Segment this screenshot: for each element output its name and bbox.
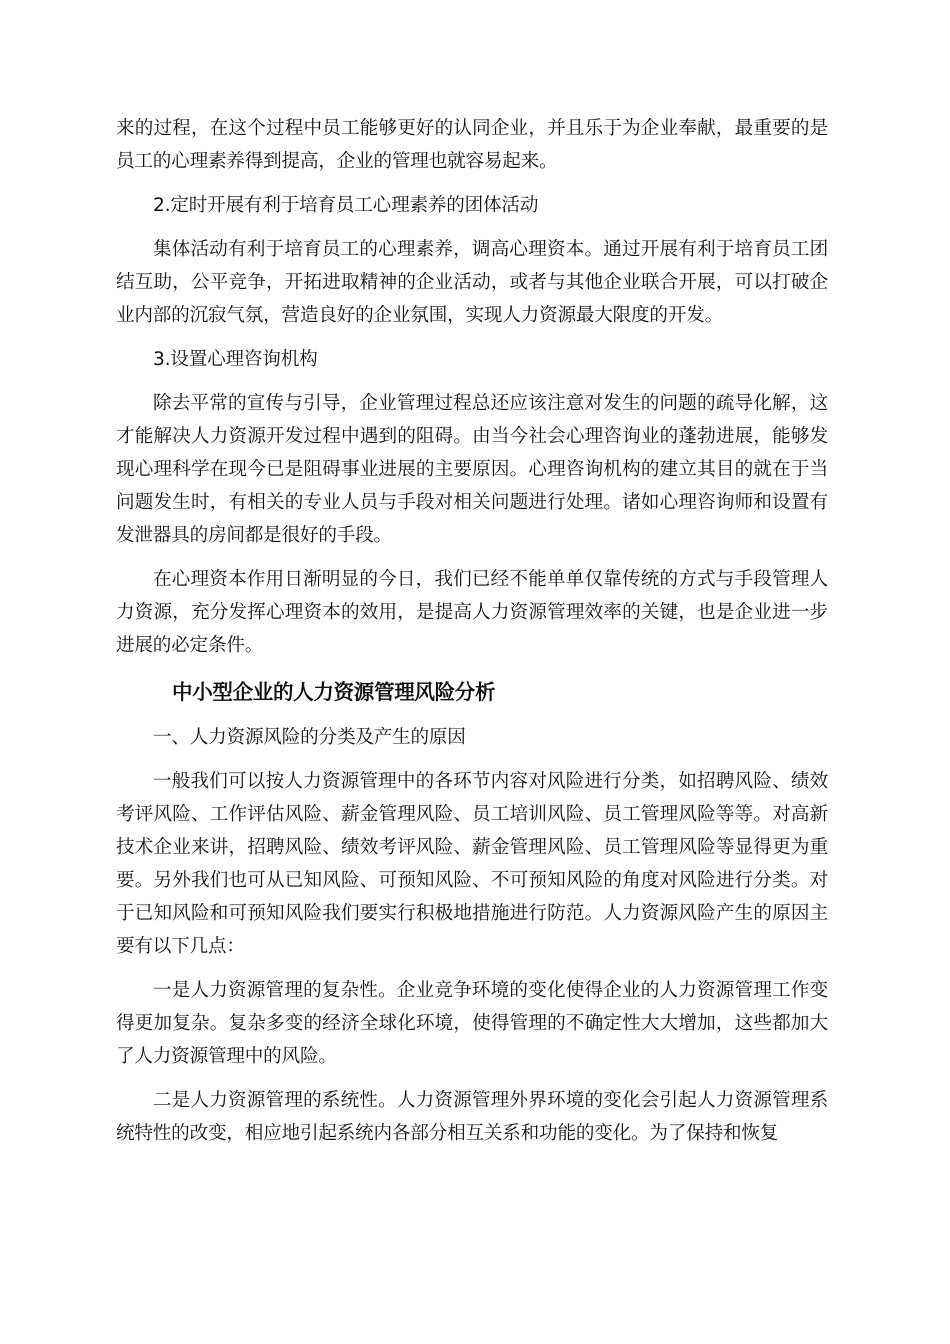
paragraph-conclusion: 在心理资本作用日渐明显的今日，我们已经不能单单仅靠传统的方式与手段管理人力资源，充分发挥心理资本的效用，是提高人力资源管理效率的关键，也是企业进一步进展的必定条件。 [116,569,828,656]
subheading-group-activities: 2.定时开展有利于培育员工心理素养的团体活动 [153,195,539,216]
subheading-counseling: 3.设置心理咨询机构 [153,349,318,370]
paragraph-counseling: 除去平常的宣传与引导，企业管理过程总还应该注意对发生的问题的疏导化解，这才能解决人力资源开发过程中遇到的阻碍。由当今社会心理咨询业的蓬勃进展，能够发现心理科学在现今已是阻碍事业进展的主要原因。心理咨询机构的建立其目的就在于当问题发生时，有相关的专业人员与手段对相关问题进行处理。诸如心理咨询师和设置有发泄器具的房间都是很好的手段。 [116,393,828,546]
subheading-risk-classification: 一、人力资源风险的分类及产生的原因 [153,727,466,748]
paragraph-group-activities: 集体活动有利于培育员工的心理素养，调高心理资本。通过开展有利于培育员工团结互助，公平竞争，开拓进取精神的企业活动，或者与其他企业联合开展，可以打破企业内部的沉寂气氛，营造良好的企业氛围，实现人力资源最大限度的开发。 [116,239,828,326]
paragraph-complexity: 一是人力资源管理的复杂性。企业竞争环境的变化使得企业的人力资源管理工作变得更加复杂。复杂多变的经济全球化环境，使得管理的不确定性大大增加，这些都加大了人力资源管理中的风险。 [116,980,828,1067]
document-page [116,112,828,1150]
paragraph-continuation: 来的过程，在这个过程中员工能够更好的认同企业，并且乐于为企业奉献，最重要的是员工的心理素养得到提高，企业的管理也就容易起来。 [116,118,828,172]
paragraph-systematic: 二是人力资源管理的系统性。人力资源管理外界环境的变化会引起人力资源管理系统特性的改变，相应地引起系统内各部分相互关系和功能的变化。为了保持和恢复 [116,1090,828,1144]
paragraph-risk-classification: 一般我们可以按人力资源管理中的各环节内容对风险进行分类，如招聘风险、绩效考评风险、工作评估风险、薪金管理风险、员工培训风险、员工管理风险等等。对高新技术企业来讲，招聘风险、绩效考评风险、薪金管理风险、员工管理风险等显得更为重要。另外我们也可从已知风险、可预知风险、不可预知风险的角度对风险进行分类。对于已知风险和可预知风险我们要实行积极地措施进行防范。人力资源风险产生的原因主要有以下几点： [116,771,828,957]
section-title: 中小型企业的人力资源管理风险分析 [172,680,496,704]
